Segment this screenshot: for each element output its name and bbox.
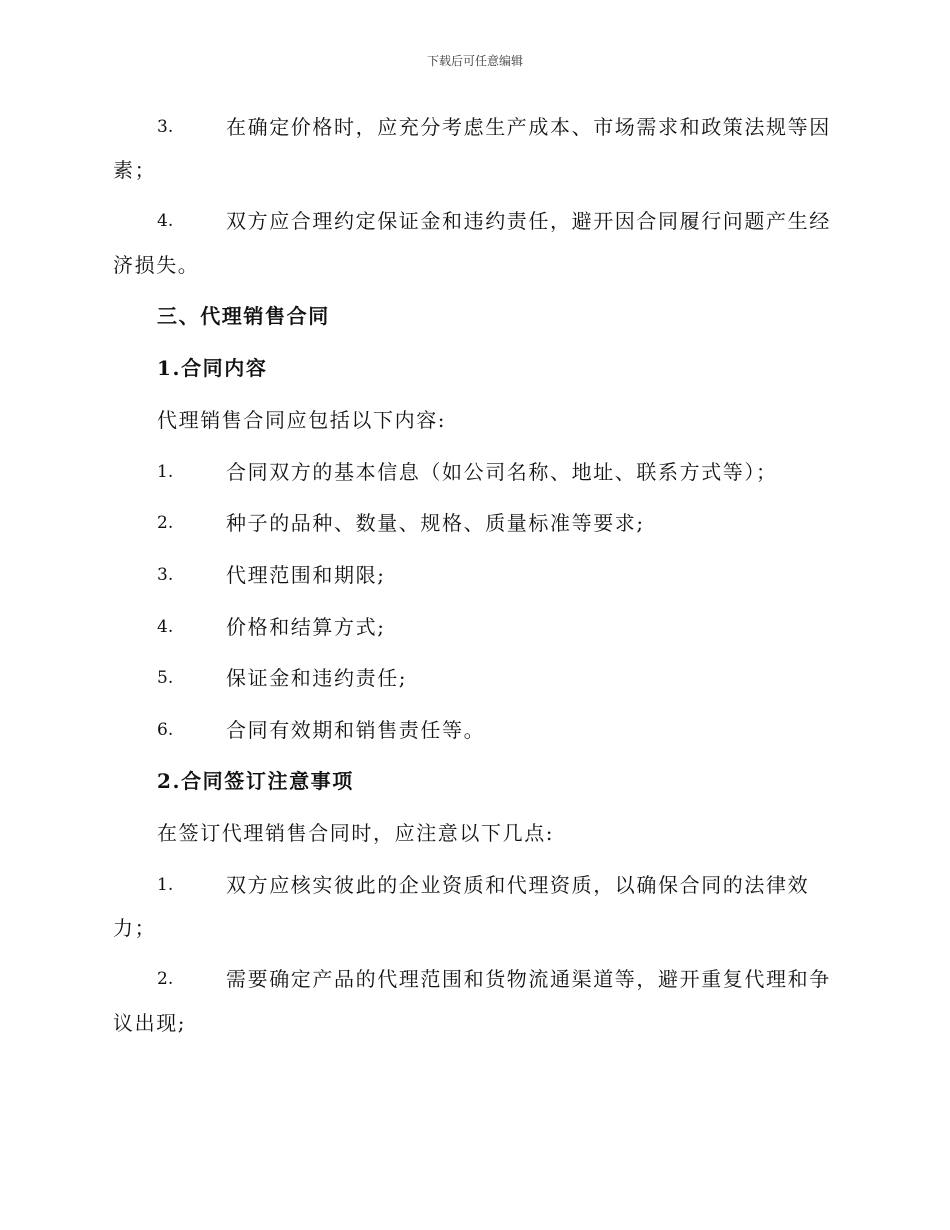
list-text: 保证金和违约责任; — [226, 666, 408, 690]
list-text: 种子的品种、数量、规格、质量标准等要求; — [226, 511, 645, 535]
list-text: 合同双方的基本信息（如公司名称、地址、联系方式等）； — [226, 460, 778, 484]
list-text: 在确定价格时，应充分考虑生产成本、市场需求和政策法规等因 — [226, 115, 831, 139]
list-number: 3. — [157, 565, 174, 585]
list-text: 力； — [113, 916, 157, 940]
page-header: 下载后可任意编辑 — [426, 54, 523, 68]
list-text: 合同有效期和销售责任等。 — [226, 718, 486, 742]
list-number: 4. — [157, 211, 174, 231]
list-number: 1. — [157, 462, 174, 482]
list-number: 5. — [157, 668, 174, 688]
list-text: 双方应核实彼此的企业资质和代理资质，以确保合同的法律效 — [226, 873, 810, 897]
list-text: 议出现; — [113, 1011, 187, 1035]
list-text: 价格和结算方式; — [226, 615, 386, 639]
list-number: 2. — [157, 513, 174, 533]
list-number: 3. — [157, 117, 174, 137]
list-text: 素； — [113, 158, 157, 182]
list-number: 4. — [157, 617, 174, 637]
list-number: 1. — [157, 875, 174, 895]
list-text: 需要确定产品的代理范围和货物流通渠道等，避开重复代理和争 — [226, 967, 831, 991]
list-number: 6. — [157, 720, 174, 740]
list-number: 2. — [157, 969, 174, 989]
list-text: 济损失。 — [113, 253, 200, 277]
list-text: 双方应合理约定保证金和违约责任，避开因合同履行问题产生经 — [226, 209, 831, 233]
list-text: 代理范围和期限; — [226, 563, 386, 587]
